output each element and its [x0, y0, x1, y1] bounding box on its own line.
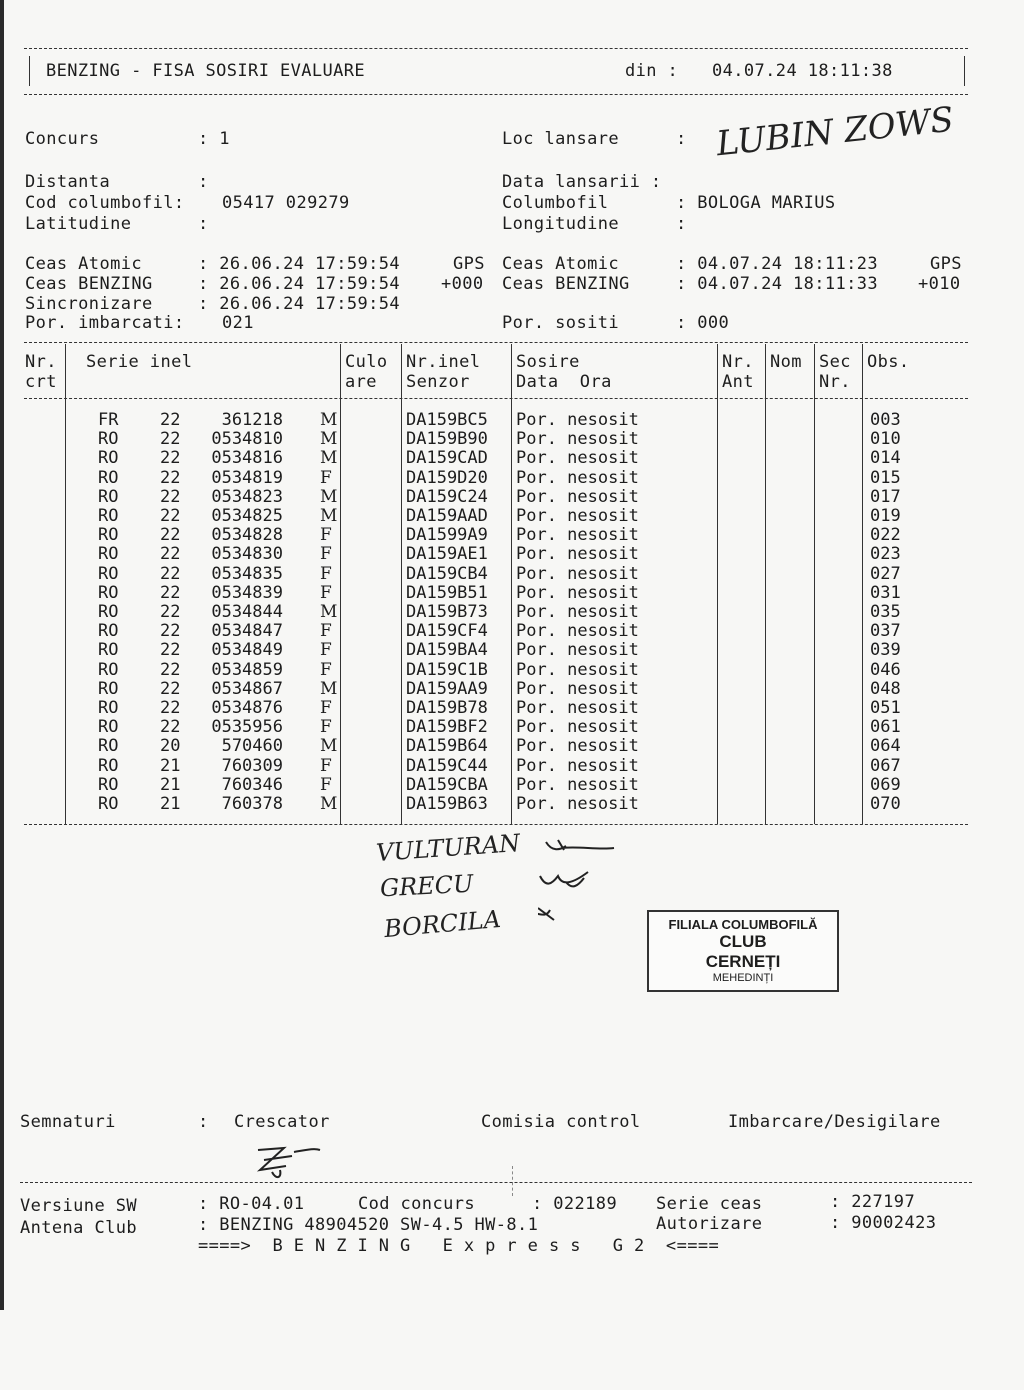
serie-ceas-value: : 227197	[830, 1192, 916, 1212]
ring-country: RO	[98, 563, 119, 584]
ring-country: RO	[98, 448, 119, 469]
por-sositi-label: Por. sositi	[502, 313, 619, 333]
concurs-label: Concurs	[25, 129, 100, 149]
arrival-status: Por. nesosit	[516, 794, 639, 814]
arrival-status: Por. nesosit	[516, 544, 639, 565]
obs-number: 031	[870, 582, 901, 603]
header-culoare-2: are	[345, 372, 377, 392]
ring-year: 22	[160, 621, 181, 642]
header-senzor: Senzor	[406, 372, 470, 392]
ring-year: 22	[160, 525, 181, 546]
table-row	[0, 602, 1024, 621]
ring-sex: M	[320, 794, 338, 814]
footer-separator	[20, 1182, 972, 1183]
concurs-value: : 1	[198, 129, 230, 149]
sensor-ring: DA159B51	[406, 582, 488, 603]
header-sec: Sec	[819, 352, 851, 372]
ring-year: 21	[160, 794, 181, 814]
ring-year: 22	[160, 563, 181, 584]
ring-sex: F	[320, 525, 332, 546]
sensor-ring: DA159BF2	[406, 717, 488, 738]
sincronizare-label: Sincronizare	[25, 294, 153, 314]
header-sosire: Sosire	[516, 352, 580, 372]
obs-number: 019	[870, 506, 901, 526]
data-lansarii-label: Data lansarii :	[502, 172, 662, 192]
ring-year: 22	[160, 448, 181, 469]
obs-number: 003	[870, 410, 901, 430]
header-obs: Obs.	[867, 352, 910, 372]
distanta-label: Distanta	[25, 172, 111, 192]
obs-number: 069	[870, 774, 901, 795]
obs-number: 010	[870, 429, 901, 450]
ring-number: 0534823	[211, 486, 283, 507]
ring-sex: M	[320, 678, 338, 699]
left-ceas-benzing-extra: +000	[441, 274, 484, 294]
arrival-status: Por. nesosit	[516, 467, 639, 488]
table-row	[0, 698, 1024, 717]
versiune-value: : RO-04.01	[198, 1194, 305, 1214]
header-right-border	[964, 56, 965, 86]
club-stamp: FILIALA COLUMBOFILĂ CLUB CERNEȚI MEHEDINȚI	[647, 910, 839, 992]
ring-year: 22	[160, 486, 181, 507]
obs-number: 022	[870, 525, 901, 546]
sensor-ring: DA159BC5	[406, 410, 488, 430]
arrival-status: Por. nesosit	[516, 755, 639, 776]
ring-country: RO	[98, 736, 119, 757]
obs-number: 070	[870, 794, 901, 814]
header-nr-ant-2: Ant	[722, 372, 754, 392]
crescator-label: Crescator	[234, 1112, 330, 1132]
arrival-status: Por. nesosit	[516, 698, 639, 718]
header-serie-inel: Serie inel	[86, 352, 193, 372]
document-page: BENZING - FISA SOSIRI EVALUARE din : 04.07.24 18:11:38 Concurs : 1 Loc lansare : LUBIN ZOWS Distanta : Data lansarii : Cod columbofil: 05417 029279 Columbofil : BOLOGA MARIUS Latitudine : Longitudine : Ceas Atomic : 26.06.24 17:59:54 GPS Ceas BENZING : 26.06.24 17:59:54 +000 Sincronizare : 26.06.24 17:59:54 Por. imbarcati: 021 Ceas Atomic : 04.07.24 18:11:23 GPS Ceas BENZING : 04.07.24 18:11:33 +010 Por. sositi : 000 Nr. crt Serie inel Culo are Nr.inel Senzor Sosire Data Ora Nr. Ant Nom Sec Nr. Obs. FR 22 361218 M DA159BC5 Por. nesosit 003 RO 22 0534810 M DA159B90 Por. nesosit 010 RO 22 0534816 M DA159CAD Por. nesosit 014 RO 22 0534819 F DA159D20 Por. nesosit 015 RO 22 0534823 M DA159C24 Por. nesosit 017 RO 22 0534825 M DA159AAD Por. nesosit 019 RO 22 0534828 F DA1599A9 Por. nesosit 022 RO 22 0534830 F DA159AE1 Por. nesosit 023 RO 22 0534835 F DA159CB4 Por. nesosit 027 RO 22 0534839 F DA159B51 Por. nesosit 031 RO 22 0534844 M DA159B73 Por. nesosit 035 RO 22 0534847 F DA159CF4 Por. nesosit 037 RO 22 0534849 F DA159BA4 Por. nesosit 039 RO 22 0534859 F DA159C1B Por. nesosit 046 RO 22 0534867 M DA159AA9 Por. nesosit 048 RO 22 0534876 F DA159B78 Por. nesosit 051 RO 22 0535956 F DA159BF2 Por. nesosit 061 RO 20 570460 M DA159B64 Por. nesosit 064 RO 21 760309 F DA159C44 Por. nesosit 067 RO 21 760346 F DA159CBA Por. nesosit 069 RO 21 760378 M DA159B63 Por. nesosit 070 VULTURAN GRECU BORCILA FILIALA COLUMBOFILĂ CLUB CERNEȚI MEHEDINȚI Semnaturi : Crescator Comisia control Imbarcare/Desigilare Versiune SW : RO-04.01 Cod concurs : 022189 Serie ceas : 227197 Antena Club : BENZING 48904520 SW-4.5 HW-8.1 Autorizare : 90002423 ====> B E N Z I N G E x p r e s s G 2 <====	[0, 0, 1024, 1390]
table-row	[0, 717, 1024, 736]
arrival-status: Por. nesosit	[516, 736, 639, 757]
sensor-ring: DA159AE1	[406, 544, 488, 565]
ring-country: RO	[98, 698, 119, 718]
ring-number: 0534844	[211, 602, 283, 622]
ring-country: RO	[98, 602, 119, 622]
obs-number: 046	[870, 659, 901, 680]
ring-sex: F	[320, 582, 332, 603]
table-row	[0, 621, 1024, 640]
sensor-ring: DA1599A9	[406, 525, 488, 546]
arrival-status: Por. nesosit	[516, 621, 639, 642]
comisia-label: Comisia control	[481, 1112, 641, 1132]
latitudine-value: :	[198, 214, 209, 234]
obs-number: 037	[870, 621, 901, 642]
arrival-status: Por. nesosit	[516, 774, 639, 795]
sensor-ring: DA159C24	[406, 486, 488, 507]
ring-sex: F	[320, 640, 332, 661]
semnaturi-colon: :	[198, 1112, 209, 1132]
longitudine-label: Longitudine	[502, 214, 619, 234]
ring-number: 0534819	[211, 467, 283, 488]
header-top-border	[24, 48, 968, 49]
arrival-status: Por. nesosit	[516, 410, 639, 430]
table-row	[0, 756, 1024, 775]
ring-number: 0534810	[211, 429, 283, 450]
ring-number: 0534847	[211, 621, 283, 642]
ring-country: FR	[98, 410, 119, 430]
longitudine-value: :	[676, 214, 687, 234]
right-ceas-benzing-extra: +010	[918, 274, 961, 294]
ring-country: RO	[98, 678, 119, 699]
left-ceas-benzing-value: : 26.06.24 17:59:54	[198, 274, 401, 294]
obs-number: 061	[870, 717, 901, 738]
ring-sex: F	[320, 774, 332, 795]
table-row	[0, 660, 1024, 679]
arrival-status: Por. nesosit	[516, 506, 639, 526]
ring-number: 0534830	[211, 544, 283, 565]
document-title: BENZING - FISA SOSIRI EVALUARE	[46, 61, 366, 81]
ring-sex: M	[320, 506, 338, 526]
table-row	[0, 583, 1024, 602]
obs-number: 064	[870, 736, 901, 757]
ring-country: RO	[98, 640, 119, 661]
table-row	[0, 429, 1024, 448]
table-top-border	[24, 342, 968, 343]
header-bottom-border	[24, 94, 968, 95]
right-ceas-atomic-label: Ceas Atomic	[502, 254, 619, 274]
signature-divider	[512, 1166, 513, 1196]
ring-country: RO	[98, 755, 119, 776]
distanta-value: :	[198, 172, 209, 192]
sensor-ring: DA159BA4	[406, 640, 488, 661]
antena-value: : BENZING 48904520 SW-4.5 HW-8.1	[198, 1215, 539, 1235]
autorizare-label: Autorizare	[656, 1214, 763, 1234]
por-imbarcati-label: Por. imbarcati:	[25, 313, 185, 333]
ring-number: 361218	[221, 410, 283, 430]
latitudine-label: Latitudine	[25, 214, 132, 234]
table-header-border	[24, 398, 968, 399]
arrival-status: Por. nesosit	[516, 448, 639, 469]
antena-label: Antena Club	[20, 1218, 137, 1238]
ring-year: 22	[160, 678, 181, 699]
obs-number: 015	[870, 467, 901, 488]
right-ceas-atomic-value: : 04.07.24 18:11:23	[676, 254, 879, 274]
ring-sex: F	[320, 659, 332, 680]
loc-lansare-label: Loc lansare	[502, 129, 619, 149]
sensor-ring: DA159D20	[406, 467, 488, 488]
ring-country: RO	[98, 486, 119, 507]
obs-number: 023	[870, 544, 901, 565]
ring-year: 20	[160, 736, 181, 757]
ring-year: 22	[160, 602, 181, 622]
obs-number: 035	[870, 602, 901, 622]
ring-number: 0535956	[211, 717, 283, 738]
sensor-ring: DA159B78	[406, 698, 488, 718]
sensor-ring: DA159AA9	[406, 678, 488, 699]
table-row	[0, 410, 1024, 429]
table-row	[0, 679, 1024, 698]
ring-number: 760378	[221, 794, 283, 814]
por-imbarcati-value: 021	[222, 313, 254, 333]
table-row	[0, 525, 1024, 544]
table-row	[0, 448, 1024, 467]
ring-year: 22	[160, 467, 181, 488]
header-nr-inel: Nr.inel	[406, 352, 481, 372]
sensor-ring: DA159AAD	[406, 506, 488, 526]
ring-country: RO	[98, 621, 119, 642]
right-ceas-benzing-label: Ceas BENZING	[502, 274, 630, 294]
obs-number: 027	[870, 563, 901, 584]
cod-concurs-label: Cod concurs	[358, 1194, 475, 1214]
sensor-ring: DA159B63	[406, 794, 488, 814]
ring-number: 0534816	[211, 448, 283, 469]
sensor-ring: DA159C1B	[406, 659, 488, 680]
header-left-border	[29, 56, 30, 86]
ring-number: 760346	[221, 774, 283, 795]
obs-number: 048	[870, 678, 901, 699]
table-row	[0, 564, 1024, 583]
por-sositi-value: : 000	[676, 313, 730, 333]
header-nom: Nom	[770, 352, 802, 372]
right-ceas-atomic-extra: GPS	[930, 254, 962, 274]
arrival-status: Por. nesosit	[516, 563, 639, 584]
obs-number: 051	[870, 698, 901, 718]
columbofil-value: : BOLOGA MARIUS	[676, 193, 836, 213]
ring-year: 22	[160, 698, 181, 718]
handwritten-name-3: BORCILA	[383, 904, 502, 944]
header-culoare: Culo	[345, 352, 388, 372]
ring-number: 0534828	[211, 525, 283, 546]
ring-year: 21	[160, 774, 181, 795]
sensor-ring: DA159CF4	[406, 621, 488, 642]
cod-columbofil-label: Cod columbofil:	[25, 193, 185, 213]
ring-number: 760309	[221, 755, 283, 776]
ring-country: RO	[98, 429, 119, 450]
handwritten-name-2: GRECU	[379, 869, 475, 903]
header-nr-ant: Nr.	[722, 352, 754, 372]
sensor-ring: DA159CB4	[406, 563, 488, 584]
ring-sex: M	[320, 410, 338, 430]
table-row	[0, 775, 1024, 794]
ring-sex: M	[320, 448, 338, 469]
right-ceas-benzing-value: : 04.07.24 18:11:33	[676, 274, 879, 294]
header-sec-nr: Nr.	[819, 372, 851, 392]
sensor-ring: DA159B90	[406, 429, 488, 450]
ring-country: RO	[98, 506, 119, 526]
sensor-ring: DA159B73	[406, 602, 488, 622]
ring-year: 22	[160, 506, 181, 526]
arrival-status: Por. nesosit	[516, 659, 639, 680]
handwritten-name-1: VULTURAN	[375, 829, 521, 867]
obs-number: 039	[870, 640, 901, 661]
ring-sex: M	[320, 602, 338, 622]
ring-number: 0534876	[211, 698, 283, 718]
ring-sex: F	[320, 467, 332, 488]
obs-number: 017	[870, 486, 901, 507]
obs-number: 067	[870, 755, 901, 776]
ring-year: 22	[160, 659, 181, 680]
table-row	[0, 794, 1024, 813]
arrival-status: Por. nesosit	[516, 640, 639, 661]
semnaturi-label: Semnaturi	[20, 1112, 116, 1132]
left-ceas-benzing-label: Ceas BENZING	[25, 274, 153, 294]
benzing-banner: ====> B E N Z I N G E x p r e s s G 2 <====	[198, 1236, 720, 1256]
header-nr-crt: Nr.	[25, 352, 57, 372]
ring-sex: M	[320, 736, 338, 757]
arrival-status: Por. nesosit	[516, 602, 639, 622]
table-row	[0, 640, 1024, 659]
ring-country: RO	[98, 544, 119, 565]
ring-year: 22	[160, 544, 181, 565]
ring-number: 0534849	[211, 640, 283, 661]
sensor-ring: DA159CBA	[406, 774, 488, 795]
table-row	[0, 487, 1024, 506]
ring-number: 0534839	[211, 582, 283, 603]
ring-country: RO	[98, 467, 119, 488]
imbarcare-label: Imbarcare/Desigilare	[728, 1112, 941, 1132]
ring-year: 22	[160, 640, 181, 661]
ring-year: 22	[160, 582, 181, 603]
din-value: 04.07.24 18:11:38	[712, 61, 893, 81]
ring-year: 22	[160, 410, 181, 430]
table-row	[0, 506, 1024, 525]
cod-columbofil-value: 05417 029279	[222, 193, 350, 213]
ring-year: 22	[160, 717, 181, 738]
crescator-signature	[250, 1140, 330, 1185]
ring-sex: F	[320, 563, 332, 584]
columbofil-label: Columbofil	[502, 193, 609, 213]
handwritten-initials	[538, 836, 628, 936]
arrival-status: Por. nesosit	[516, 582, 639, 603]
ring-country: RO	[98, 525, 119, 546]
ring-country: RO	[98, 717, 119, 738]
left-ceas-atomic-extra: GPS	[453, 254, 485, 274]
ring-sex: F	[320, 717, 332, 738]
header-data-ora: Data Ora	[516, 372, 612, 392]
din-label: din :	[625, 61, 679, 81]
ring-number: 0534859	[211, 659, 283, 680]
obs-number: 014	[870, 448, 901, 469]
ring-year: 22	[160, 429, 181, 450]
arrival-status: Por. nesosit	[516, 486, 639, 507]
ring-sex: F	[320, 544, 332, 565]
sincronizare-value: : 26.06.24 17:59:54	[198, 294, 401, 314]
serie-ceas-label: Serie ceas	[656, 1194, 763, 1214]
sensor-ring: DA159B64	[406, 736, 488, 757]
sensor-ring: DA159C44	[406, 755, 488, 776]
left-ceas-atomic-label: Ceas Atomic	[25, 254, 142, 274]
ring-number: 0534835	[211, 563, 283, 584]
cod-concurs-value: : 022189	[532, 1194, 618, 1214]
ring-sex: F	[320, 621, 332, 642]
sensor-ring: DA159CAD	[406, 448, 488, 469]
ring-sex: F	[320, 698, 332, 718]
ring-country: RO	[98, 794, 119, 814]
ring-country: RO	[98, 582, 119, 603]
arrival-status: Por. nesosit	[516, 717, 639, 738]
loc-lansare-handwritten: LUBIN ZOWS	[714, 99, 956, 165]
arrival-status: Por. nesosit	[516, 525, 639, 546]
ring-sex: M	[320, 429, 338, 450]
ring-number: 0534825	[211, 506, 283, 526]
table-bottom-border	[24, 824, 968, 825]
header-nr-crt-2: crt	[25, 372, 57, 392]
arrival-status: Por. nesosit	[516, 429, 639, 450]
ring-number: 570460	[221, 736, 283, 757]
ring-sex: M	[320, 486, 338, 507]
versiune-label: Versiune SW	[20, 1196, 137, 1216]
ring-number: 0534867	[211, 678, 283, 699]
ring-year: 21	[160, 755, 181, 776]
table-row	[0, 736, 1024, 755]
ring-country: RO	[98, 774, 119, 795]
table-row	[0, 468, 1024, 487]
left-ceas-atomic-value: : 26.06.24 17:59:54	[198, 254, 401, 274]
arrival-status: Por. nesosit	[516, 678, 639, 699]
autorizare-value: : 90002423	[830, 1213, 937, 1233]
ring-country: RO	[98, 659, 119, 680]
table-row	[0, 544, 1024, 563]
ring-sex: F	[320, 755, 332, 776]
